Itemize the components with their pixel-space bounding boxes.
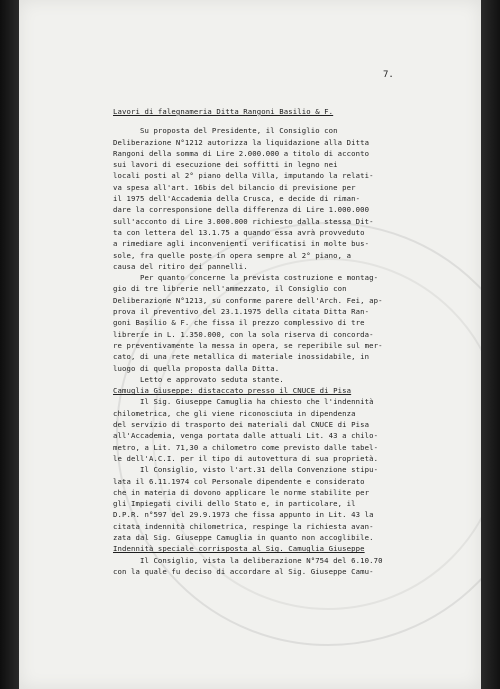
spacer bbox=[113, 117, 453, 125]
text-line: goni Basilio & F. che fissa il prezzo complessivo di tre bbox=[113, 318, 365, 328]
text-line: Il Sig. Giuseppe Camuglia ha chiesto che l'indennità bbox=[113, 397, 374, 407]
text-line: il 1975 dell'Accademia della Crusca, e decide di riman- bbox=[113, 194, 361, 204]
section-heading: Indennità speciale corrisposta al Sig. Camuglia Giuseppe bbox=[113, 544, 365, 554]
text-line: sole, fra quelle poste in opera sempre al 2° piano, a bbox=[113, 250, 352, 260]
section-heading: Lavori di falegnameria Ditta Rangoni Basilio & F. bbox=[113, 107, 334, 116]
text-line: prova il preventivo del 23.1.1975 della citata Ditta Ran- bbox=[113, 307, 370, 317]
text-line: zata dal Sig. Giuseppe Camuglia in quanto non accoglibile. bbox=[113, 532, 374, 542]
document-body bbox=[113, 106, 453, 577]
text-line: Il Consiglio, vista la deliberazione N°754 del 6.10.70 bbox=[113, 555, 383, 565]
text-line: del servizio di trasporto dei materiali dal CNUCE di Pisa bbox=[113, 420, 370, 430]
text-line: Rangoni della somma di Lire 2.000.000 a titolo di acconto bbox=[113, 148, 370, 158]
text-line: cato, di una rete metallica di materiale inossidabile, in bbox=[113, 352, 370, 362]
text-line: va spesa all'art. 16bis del bilancio di previsione per bbox=[113, 182, 356, 192]
text-line: sui lavori di esecuzione dei soffitti in legno nei bbox=[113, 160, 338, 170]
text-line: all'Accademia, venga portata dalle attuali Lit. 43 a chilo- bbox=[113, 431, 379, 441]
text-line: luogo di quella proposta dalla Ditta. bbox=[113, 363, 280, 373]
text-line: Su proposta del Presidente, il Consiglio con bbox=[113, 126, 338, 136]
text-line: che in materia di dovono applicare le norme stabilite per bbox=[113, 487, 370, 497]
text-line: locali posti al 2° piano della Villa, imputando la relati- bbox=[113, 171, 374, 181]
text-line: gio di tre librerie nell'ammezzato, il Consiglio con bbox=[113, 284, 347, 294]
text-line: Deliberazione N°1213, su conforme parere dell'Arch. Fei, ap- bbox=[113, 295, 383, 305]
text-line: sull'acconto di Lire 3.000.000 richiesto dalla stessa Dit- bbox=[113, 216, 374, 226]
text-line: D.P.R. n°597 del 29.9.1973 che fissa appunto in Lit. 43 la bbox=[113, 510, 374, 520]
text-line: Per quanto concerne la prevista costruzione e montag- bbox=[113, 273, 379, 283]
text-line: le dell'A.C.I. per il tipo di autovettura di sua proprietà. bbox=[113, 453, 379, 463]
text-line: gli Impiegati civili dello Stato e, in particolare, il bbox=[113, 499, 356, 509]
page-number: 7. bbox=[383, 70, 394, 80]
scan-border-right bbox=[481, 0, 500, 689]
text-line: Il Consiglio, visto l'art.31 della Convenzione stipu- bbox=[113, 465, 379, 475]
text-line: chilometrica, che gli viene riconosciuta in dipendenza bbox=[113, 408, 356, 418]
text-line: citata indennità chilometrica, respinge la richiesta avan- bbox=[113, 521, 374, 531]
text-line: Letto e approvato seduta stante. bbox=[113, 374, 284, 384]
document-page bbox=[19, 0, 481, 689]
text-line: con la quale fu deciso di accordare al Sig. Giuseppe Camu- bbox=[113, 566, 374, 576]
text-line: ta con lettera del 13.1.75 a quando essa avrà provveduto bbox=[113, 227, 365, 237]
text-line: metro, a Lit. 71,30 a chilometro come previsto dalle tabel- bbox=[113, 442, 379, 452]
text-line: dare la corresponsione della differenza di Lire 1.000.000 bbox=[113, 205, 370, 215]
text-line: re preventivamente la messa in opera, se reperibile sul mer- bbox=[113, 340, 383, 350]
scan-border-left bbox=[0, 0, 19, 689]
text-line: causa del ritiro dei pannelli. bbox=[113, 261, 248, 271]
text-line: librerie in L. 1.350.000, con la sola riserva di concorda- bbox=[113, 329, 374, 339]
section-heading: Camuglia Giuseppe: distaccato presso il CNUCE di Pisa bbox=[113, 386, 352, 396]
text-line: lata il 6.11.1974 col Personale dipendente e considerato bbox=[113, 476, 365, 486]
text-line: a rimediare agli inconvenienti verificatisi in molte bus- bbox=[113, 239, 370, 249]
text-line: Deliberazione N°1212 autorizza la liquidazione alla Ditta bbox=[113, 137, 370, 147]
